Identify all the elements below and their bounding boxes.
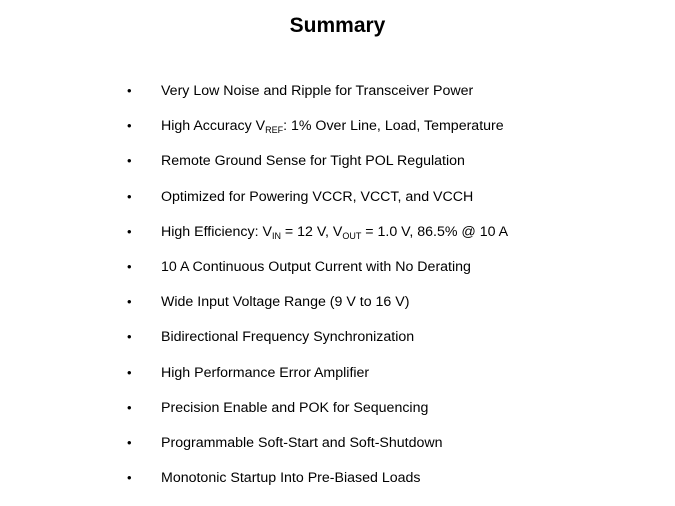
bullet-text — [161, 187, 473, 207]
bullet-text-run: High Efficiency: V — [161, 223, 272, 240]
bullet-text — [161, 327, 414, 347]
bullet-dot: • — [127, 399, 132, 415]
subscript: IN — [271, 230, 281, 241]
bullet-dot: • — [127, 223, 132, 239]
slide-title: Summary — [289, 14, 386, 37]
bullet-text-run: High Performance Error Amplifier — [161, 364, 370, 381]
bullet-text-run: Remote Ground Sense for Tight POL Regulation — [161, 153, 465, 170]
bullet-text — [161, 257, 471, 277]
bullet-dot: • — [127, 188, 132, 204]
bullet-dot: • — [127, 470, 132, 486]
bullet-text-run: = 1.0 V, 86.5% @ 10 A — [361, 223, 509, 240]
bullet-text — [161, 398, 428, 418]
bullet-text — [161, 116, 504, 136]
bullet-text-run: Precision Enable and POK for Sequencing — [161, 399, 429, 416]
bullet-dot: • — [127, 258, 132, 274]
bullet-dot: • — [127, 364, 132, 380]
bullet-dot: • — [127, 153, 132, 169]
bullet-text-run: Programmable Soft-Start and Soft-Shutdown — [161, 434, 443, 451]
bullet-text-run: Monotonic Startup Into Pre-Biased Loads — [161, 470, 421, 487]
bullet-text — [161, 433, 443, 453]
bullet-text-run: High Accuracy V — [161, 118, 266, 135]
bullet-text-run: Bidirectional Frequency Synchronization — [161, 329, 415, 346]
bullet-dot: • — [127, 434, 132, 450]
bullet-dot: • — [127, 329, 132, 345]
bullet-text-run: Optimized for Powering VCCR, VCCT, and VCCH — [161, 188, 474, 205]
bullet-text — [161, 292, 409, 312]
bullet-text-run: : 1% Over Line, Load, Temperature — [283, 118, 504, 135]
bullet-text — [161, 81, 473, 101]
subscript: OUT — [342, 230, 362, 241]
bullet-text — [161, 151, 465, 171]
bullet-dot: • — [127, 294, 132, 310]
subscript: REF — [265, 125, 284, 136]
bullet-text — [161, 468, 420, 488]
bullet-text-run: 10 A Continuous Output Current with No Derating — [161, 258, 471, 275]
bullet-dot: • — [127, 83, 132, 98]
bullet-text-run: Wide Input Voltage Range (9 V to 16 V) — [161, 294, 410, 311]
bullet-text — [161, 363, 369, 383]
bullet-text-run: = 12 V, V — [280, 223, 343, 240]
bullet-text — [161, 222, 508, 242]
bullet-text-run: Very Low Noise and Ripple for Transceiver Power — [161, 83, 474, 99]
bullet-dot: • — [127, 118, 132, 134]
